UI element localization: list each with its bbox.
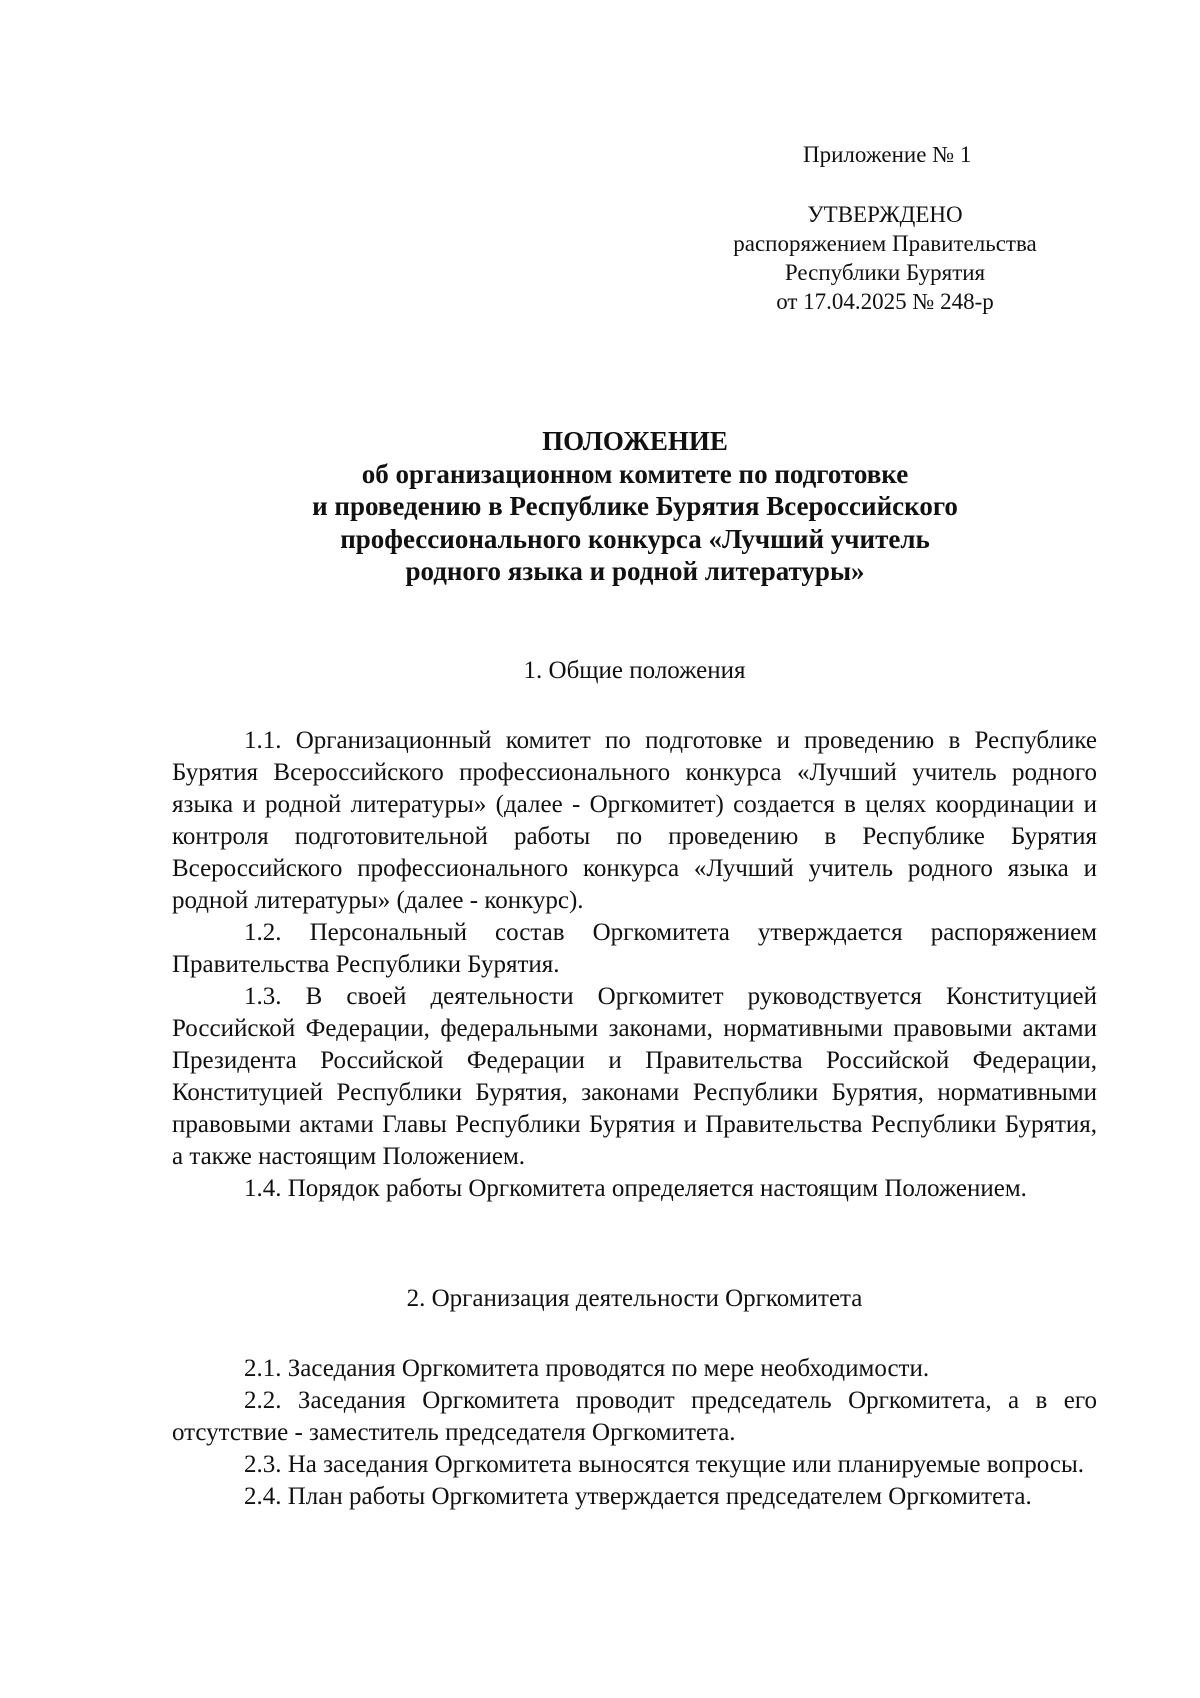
paragraph-1-4: 1.4. Порядок работы Оргкомитета определяется настоящим Положением. [244,1175,1027,1202]
paragraph-2-1: 2.1. Заседания Оргкомитета проводятся по мере необходимости. [244,1355,930,1382]
approved-by-line-1: распоряжением Правительства [733,231,1037,256]
title-line-1: ПОЛОЖЕНИЕ [542,426,728,456]
title-line-3: и проведению в Республике Бурятия Всероссийского [312,491,958,521]
title-line-5: родного языка и родной литературы» [405,556,865,586]
title-line-2: об организационном комитете по подготовке [361,458,909,489]
paragraph-2-3: 2.3. На заседания Оргкомитета выносятся текущие или планируемые вопросы. [244,1451,1085,1478]
paragraph-2-4: 2.4. План работы Оргкомитета утверждается председателем Оргкомитета. [244,1483,1032,1510]
approved-by-line-2: Республики Бурятия [784,260,986,285]
document-title [190,425,1080,588]
paragraph-1-1: 1.1. Организационный комитет по подготовке и проведению в Республике Бурятия Всероссийского профессионального конкурса «Лучший учитель родного языка и родной литературы» (далее - Оргкомитет) создается в целях координации и контроля подготовительной работы по проведению в Республике Бурятия Всероссийского профессионального конкурса «Лучший учитель родного языка и родной литературы» (далее - конкурс). [172,727,1097,914]
section-1-body [172,725,1097,1205]
section-2-heading: 2. Организация деятельности Оргкомитета [406,1285,863,1312]
section-2-body [172,1353,1097,1513]
approved-label: УТВЕРЖДЕНО [807,202,963,227]
title-line-4: профессионального конкурса «Лучший учитель [340,523,930,554]
approval-stamp-block [700,200,1070,316]
paragraph-1-3: 1.3. В своей деятельности Оргкомитет руководствуется Конституцией Российской Федерации, федеральными законами, нормативными правовыми актами Президента Российской Федерации и Правительства Российской Федерации, Конституцией Республики Бурятия, законами Республики Бурятия, нормативными правовыми актами Главы Республики Бурятия и Правительства Республики Бурятия, а также настоящим Положением. [172,983,1097,1170]
section-1-heading: 1. Общие положения [523,657,746,684]
paragraph-1-2: 1.2. Персональный состав Оргкомитета утверждается распоряжением Правительства Республики Бурятия. [172,919,1097,978]
paragraph-2-2: 2.2. Заседания Оргкомитета проводит председатель Оргкомитета, а в его отсутствие - заместитель председателя Оргкомитета. [172,1387,1097,1446]
annex-label: Приложение № 1 [803,142,972,167]
approved-date: от 17.04.2025 № 248-р [776,289,994,314]
